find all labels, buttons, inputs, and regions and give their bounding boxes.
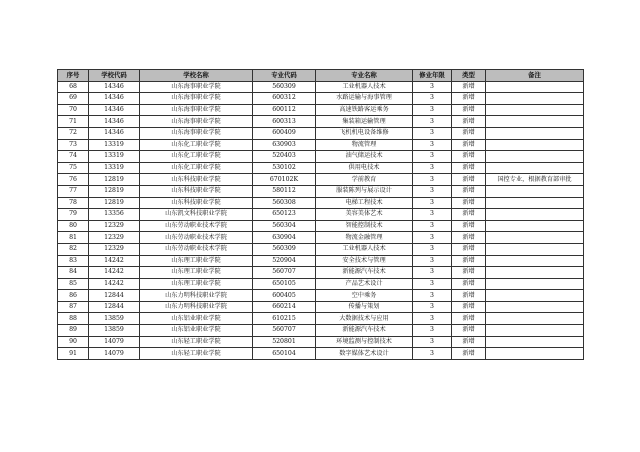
school-name-cell: 山东海事职业学院 xyxy=(140,116,253,128)
school-code-cell: 13319 xyxy=(89,151,140,163)
serial-cell: 89 xyxy=(58,325,89,337)
note-cell xyxy=(486,81,584,93)
school-name-cell: 山东海事职业学院 xyxy=(140,104,253,116)
major-code-cell: 650105 xyxy=(253,278,316,290)
type-cell: 新增 xyxy=(452,336,486,348)
school-code-cell: 14346 xyxy=(89,127,140,139)
header-col-school-code: 学校代码 xyxy=(89,70,140,82)
note-cell xyxy=(486,278,584,290)
major-name-cell: 安全技术与管理 xyxy=(316,255,413,267)
school-name-cell: 山东化工职业学院 xyxy=(140,151,253,163)
note-cell xyxy=(486,290,584,302)
years-cell: 3 xyxy=(413,93,452,105)
serial-cell: 71 xyxy=(58,116,89,128)
serial-cell: 75 xyxy=(58,162,89,174)
years-cell: 3 xyxy=(413,197,452,209)
major-code-cell: 630904 xyxy=(253,232,316,244)
major-code-cell: 530102 xyxy=(253,162,316,174)
major-name-cell: 新能源汽车技术 xyxy=(316,325,413,337)
table-row xyxy=(58,232,584,244)
type-cell: 新增 xyxy=(452,325,486,337)
table-row xyxy=(58,255,584,267)
major-code-cell: 610215 xyxy=(253,313,316,325)
school-name-cell: 山东科技职业学院 xyxy=(140,174,253,186)
header-col-school-name: 学校名称 xyxy=(140,70,253,82)
years-cell: 3 xyxy=(413,255,452,267)
table-row xyxy=(58,336,584,348)
years-cell: 3 xyxy=(413,116,452,128)
major-code-cell: 600112 xyxy=(253,104,316,116)
header-col-type: 类型 xyxy=(452,70,486,82)
years-cell: 3 xyxy=(413,313,452,325)
type-cell: 新增 xyxy=(452,255,486,267)
serial-cell: 76 xyxy=(58,174,89,186)
note-cell xyxy=(486,209,584,221)
years-cell: 3 xyxy=(413,267,452,279)
table-row xyxy=(58,290,584,302)
years-cell: 3 xyxy=(413,185,452,197)
note-cell xyxy=(486,151,584,163)
years-cell: 3 xyxy=(413,290,452,302)
serial-cell: 85 xyxy=(58,278,89,290)
years-cell: 3 xyxy=(413,232,452,244)
major-name-cell: 物流金融管理 xyxy=(316,232,413,244)
school-name-cell: 山东凯文科技职业学院 xyxy=(140,209,253,221)
school-name-cell: 山东劳动职业技术学院 xyxy=(140,220,253,232)
major-code-cell: 520403 xyxy=(253,151,316,163)
header-col-major-code: 专业代码 xyxy=(253,70,316,82)
years-cell: 3 xyxy=(413,301,452,313)
serial-cell: 69 xyxy=(58,93,89,105)
header-col-major-name: 专业名称 xyxy=(316,70,413,82)
serial-cell: 68 xyxy=(58,81,89,93)
serial-cell: 78 xyxy=(58,197,89,209)
table-row xyxy=(58,209,584,221)
school-name-cell: 山东海事职业学院 xyxy=(140,93,253,105)
school-code-cell: 14346 xyxy=(89,116,140,128)
type-cell: 新增 xyxy=(452,93,486,105)
major-name-cell: 美容美体艺术 xyxy=(316,209,413,221)
major-name-cell: 新能源汽车技术 xyxy=(316,267,413,279)
years-cell: 3 xyxy=(413,127,452,139)
school-name-cell: 山东科技职业学院 xyxy=(140,185,253,197)
table-row xyxy=(58,197,584,209)
years-cell: 3 xyxy=(413,220,452,232)
years-cell: 3 xyxy=(413,348,452,360)
serial-cell: 77 xyxy=(58,185,89,197)
school-name-cell: 山东轻工职业学院 xyxy=(140,348,253,360)
note-cell xyxy=(486,104,584,116)
type-cell: 新增 xyxy=(452,185,486,197)
note-cell xyxy=(486,93,584,105)
years-cell: 3 xyxy=(413,81,452,93)
years-cell: 3 xyxy=(413,162,452,174)
table-row xyxy=(58,313,584,325)
school-code-cell: 12819 xyxy=(89,197,140,209)
school-code-cell: 12329 xyxy=(89,243,140,255)
type-cell: 新增 xyxy=(452,267,486,279)
major-name-cell: 数字媒体艺术设计 xyxy=(316,348,413,360)
years-cell: 3 xyxy=(413,325,452,337)
note-cell xyxy=(486,255,584,267)
serial-cell: 88 xyxy=(58,313,89,325)
note-cell xyxy=(486,336,584,348)
type-cell: 新增 xyxy=(452,313,486,325)
table-row xyxy=(58,220,584,232)
major-code-cell: 560707 xyxy=(253,267,316,279)
table-row xyxy=(58,278,584,290)
note-cell xyxy=(486,139,584,151)
type-cell: 新增 xyxy=(452,116,486,128)
school-code-cell: 14242 xyxy=(89,255,140,267)
school-code-cell: 14242 xyxy=(89,278,140,290)
major-code-cell: 520904 xyxy=(253,255,316,267)
major-name-cell: 环境监测与控制技术 xyxy=(316,336,413,348)
school-name-cell: 山东化工职业学院 xyxy=(140,139,253,151)
major-name-cell: 水路运输与海事管理 xyxy=(316,93,413,105)
serial-cell: 84 xyxy=(58,267,89,279)
major-code-cell: 660214 xyxy=(253,301,316,313)
note-cell xyxy=(486,116,584,128)
type-cell: 新增 xyxy=(452,151,486,163)
table-row xyxy=(58,104,584,116)
major-name-cell: 飞机机电设备维修 xyxy=(316,127,413,139)
major-code-cell: 600313 xyxy=(253,116,316,128)
table-row xyxy=(58,81,584,93)
major-code-cell: 560308 xyxy=(253,197,316,209)
table-row xyxy=(58,127,584,139)
major-code-cell: 560707 xyxy=(253,325,316,337)
serial-cell: 72 xyxy=(58,127,89,139)
school-name-cell: 山东力明科技职业学院 xyxy=(140,290,253,302)
school-code-cell: 13356 xyxy=(89,209,140,221)
school-name-cell: 山东劳动职业技术学院 xyxy=(140,243,253,255)
table-header-row xyxy=(58,70,584,82)
school-code-cell: 13859 xyxy=(89,313,140,325)
school-code-cell: 14346 xyxy=(89,81,140,93)
school-name-cell: 山东理工职业学院 xyxy=(140,267,253,279)
type-cell: 新增 xyxy=(452,81,486,93)
note-cell xyxy=(486,197,584,209)
table-row xyxy=(58,139,584,151)
type-cell: 新增 xyxy=(452,220,486,232)
serial-cell: 73 xyxy=(58,139,89,151)
serial-cell: 86 xyxy=(58,290,89,302)
school-code-cell: 12819 xyxy=(89,185,140,197)
type-cell: 新增 xyxy=(452,162,486,174)
type-cell: 新增 xyxy=(452,348,486,360)
note-cell xyxy=(486,325,584,337)
school-name-cell: 山东力明科技职业学院 xyxy=(140,301,253,313)
major-code-cell: 580112 xyxy=(253,185,316,197)
major-name-cell: 大数据技术与应用 xyxy=(316,313,413,325)
school-code-cell: 14346 xyxy=(89,104,140,116)
table-row xyxy=(58,185,584,197)
school-name-cell: 山东铝业职业学院 xyxy=(140,325,253,337)
school-name-cell: 山东劳动职业技术学院 xyxy=(140,232,253,244)
header-col-years: 修业年限 xyxy=(413,70,452,82)
table-row xyxy=(58,162,584,174)
type-cell: 新增 xyxy=(452,197,486,209)
note-cell xyxy=(486,267,584,279)
type-cell: 新增 xyxy=(452,139,486,151)
table-row xyxy=(58,301,584,313)
school-code-cell: 14079 xyxy=(89,348,140,360)
major-name-cell: 服装陈列与展示设计 xyxy=(316,185,413,197)
major-name-cell: 物流管理 xyxy=(316,139,413,151)
major-code-cell: 650104 xyxy=(253,348,316,360)
table-body xyxy=(58,81,584,359)
serial-cell: 74 xyxy=(58,151,89,163)
major-name-cell: 油气储运技术 xyxy=(316,151,413,163)
serial-cell: 82 xyxy=(58,243,89,255)
school-code-cell: 12329 xyxy=(89,232,140,244)
serial-cell: 79 xyxy=(58,209,89,221)
type-cell: 新增 xyxy=(452,243,486,255)
serial-cell: 90 xyxy=(58,336,89,348)
school-name-cell: 山东理工职业学院 xyxy=(140,255,253,267)
years-cell: 3 xyxy=(413,151,452,163)
table-row xyxy=(58,348,584,360)
table-row xyxy=(58,116,584,128)
major-code-cell: 650123 xyxy=(253,209,316,221)
school-code-cell: 14242 xyxy=(89,267,140,279)
serial-cell: 70 xyxy=(58,104,89,116)
table-row xyxy=(58,151,584,163)
note-cell xyxy=(486,162,584,174)
header-col-note: 备注 xyxy=(486,70,584,82)
table-row xyxy=(58,325,584,337)
major-code-cell: 600405 xyxy=(253,290,316,302)
note-cell xyxy=(486,232,584,244)
major-code-cell: 560309 xyxy=(253,81,316,93)
serial-cell: 81 xyxy=(58,232,89,244)
school-name-cell: 山东科技职业学院 xyxy=(140,197,253,209)
type-cell: 新增 xyxy=(452,104,486,116)
major-name-cell: 智能控制技术 xyxy=(316,220,413,232)
note-cell xyxy=(486,243,584,255)
major-name-cell: 电梯工程技术 xyxy=(316,197,413,209)
school-code-cell: 13319 xyxy=(89,139,140,151)
majors-table xyxy=(57,69,584,360)
note-cell xyxy=(486,313,584,325)
type-cell: 新增 xyxy=(452,278,486,290)
school-name-cell: 山东海事职业学院 xyxy=(140,81,253,93)
table-row xyxy=(58,243,584,255)
major-name-cell: 工业机器人技术 xyxy=(316,81,413,93)
major-name-cell: 传播与策划 xyxy=(316,301,413,313)
years-cell: 3 xyxy=(413,104,452,116)
years-cell: 3 xyxy=(413,139,452,151)
table-row xyxy=(58,174,584,186)
major-code-cell: 670102K xyxy=(253,174,316,186)
school-name-cell: 山东理工职业学院 xyxy=(140,278,253,290)
school-code-cell: 13859 xyxy=(89,325,140,337)
school-code-cell: 14346 xyxy=(89,93,140,105)
years-cell: 3 xyxy=(413,278,452,290)
major-code-cell: 600409 xyxy=(253,127,316,139)
table-row xyxy=(58,267,584,279)
note-cell xyxy=(486,220,584,232)
school-name-cell: 山东海事职业学院 xyxy=(140,127,253,139)
note-cell xyxy=(486,348,584,360)
type-cell: 新增 xyxy=(452,127,486,139)
major-name-cell: 学前教育 xyxy=(316,174,413,186)
type-cell: 新增 xyxy=(452,174,486,186)
type-cell: 新增 xyxy=(452,209,486,221)
serial-cell: 87 xyxy=(58,301,89,313)
school-code-cell: 12844 xyxy=(89,301,140,313)
note-cell: 国控专业，根据教育部审批 xyxy=(486,174,584,186)
major-name-cell: 供用电技术 xyxy=(316,162,413,174)
school-code-cell: 13319 xyxy=(89,162,140,174)
major-code-cell: 560309 xyxy=(253,243,316,255)
type-cell: 新增 xyxy=(452,232,486,244)
school-name-cell: 山东轻工职业学院 xyxy=(140,336,253,348)
note-cell xyxy=(486,127,584,139)
type-cell: 新增 xyxy=(452,301,486,313)
school-name-cell: 山东化工职业学院 xyxy=(140,162,253,174)
major-name-cell: 工业机器人技术 xyxy=(316,243,413,255)
serial-cell: 91 xyxy=(58,348,89,360)
major-name-cell: 高速铁路客运乘务 xyxy=(316,104,413,116)
school-code-cell: 12819 xyxy=(89,174,140,186)
years-cell: 3 xyxy=(413,174,452,186)
school-code-cell: 12844 xyxy=(89,290,140,302)
major-code-cell: 520801 xyxy=(253,336,316,348)
table-row xyxy=(58,93,584,105)
years-cell: 3 xyxy=(413,243,452,255)
serial-cell: 83 xyxy=(58,255,89,267)
major-code-cell: 560304 xyxy=(253,220,316,232)
major-name-cell: 空中乘务 xyxy=(316,290,413,302)
school-code-cell: 12329 xyxy=(89,220,140,232)
note-cell xyxy=(486,185,584,197)
school-name-cell: 山东铝业职业学院 xyxy=(140,313,253,325)
note-cell xyxy=(486,301,584,313)
major-name-cell: 产品艺术设计 xyxy=(316,278,413,290)
years-cell: 3 xyxy=(413,336,452,348)
type-cell: 新增 xyxy=(452,290,486,302)
years-cell: 3 xyxy=(413,209,452,221)
school-code-cell: 14079 xyxy=(89,336,140,348)
header-col-serial: 序号 xyxy=(58,70,89,82)
major-name-cell: 集装箱运输管理 xyxy=(316,116,413,128)
serial-cell: 80 xyxy=(58,220,89,232)
major-code-cell: 600312 xyxy=(253,93,316,105)
major-code-cell: 630903 xyxy=(253,139,316,151)
